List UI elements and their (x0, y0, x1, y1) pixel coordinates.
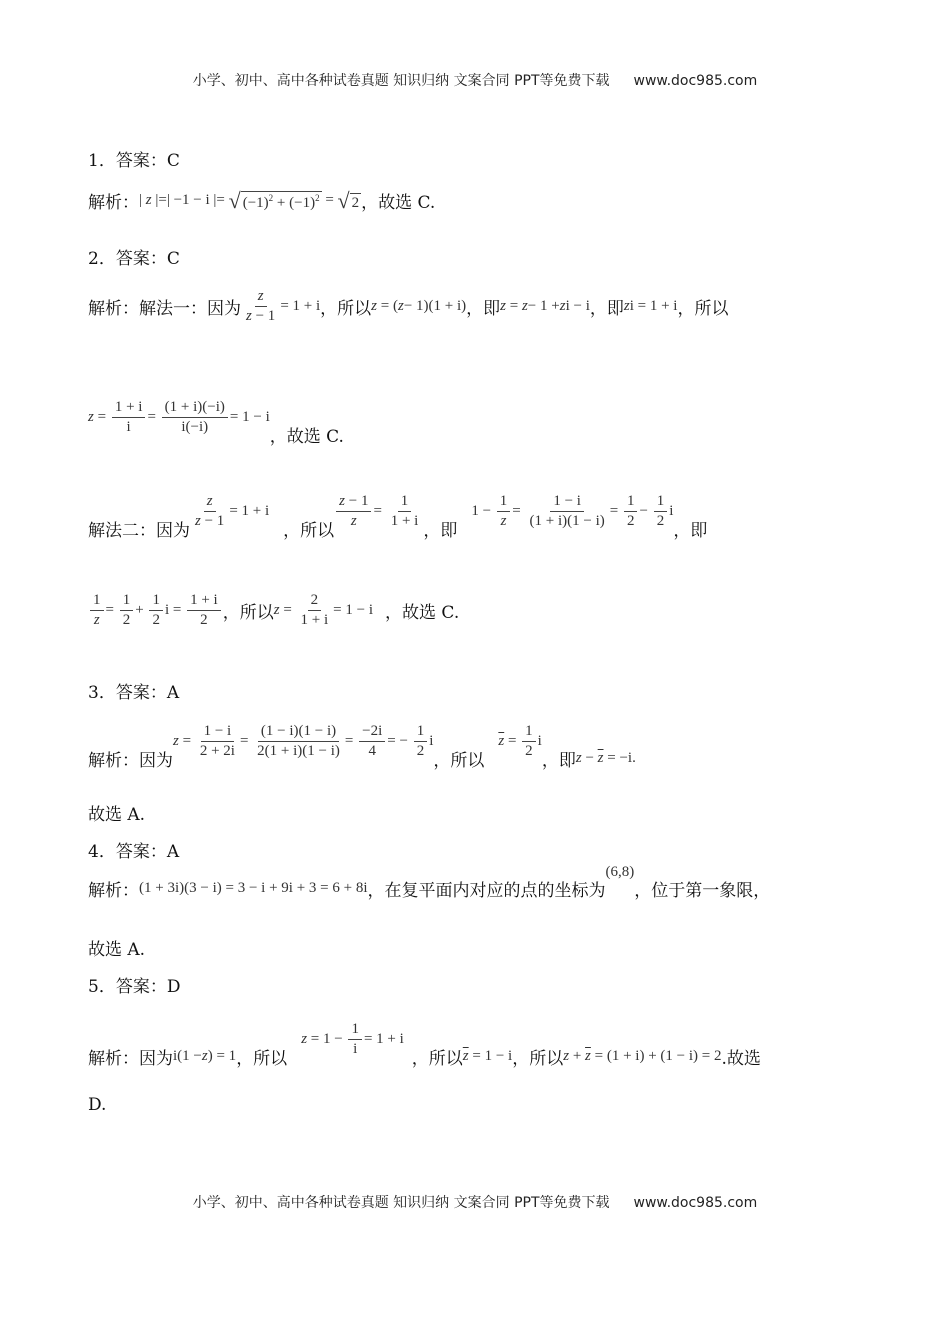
q2-text-ji3: ，即 (423, 521, 458, 541)
header-text: 小学、初中、高中各种试卷真题 知识归纳 文案合同 PPT等免费下载 (192, 73, 610, 89)
q1-analysis (88, 188, 435, 213)
q2-text-ji2: ，即 (589, 299, 624, 320)
q2-tail2: ，故选 C. (385, 603, 460, 624)
q2-eq4: z i = 1 + i (623, 298, 678, 315)
q2-eq9: $\frac{1}{z}$ = $\frac{1}{2}$ + $\frac{1}{2}$ i = $\frac{1 + i}{2}$ (88, 592, 223, 630)
q5-tail: D. (88, 1095, 107, 1115)
q5-analysis (88, 1010, 761, 1069)
q2-eq2: z = ( z − 1)(1 + i) (371, 298, 467, 315)
q2-text-ji4: ，即 (673, 521, 708, 541)
q3-text-suoyi: ，所以 (433, 751, 485, 771)
q1-tail: ，故选 C. (361, 193, 436, 213)
q5-answer: 5．答案：D (88, 977, 181, 997)
q2-text-suoyi2: ，所以 (677, 299, 729, 320)
q2-text-ji1: ，即 (466, 299, 501, 320)
q2-method1-line2 (88, 388, 344, 447)
q2-method2-label: 解法二：因为 (88, 521, 190, 541)
q2-text-suoyi1: ，所以 (320, 299, 372, 320)
q4-mid: ，在复平面内对应的点的坐标为 (367, 881, 606, 901)
q4-analysis (88, 864, 771, 901)
q2-text-suoyi4: ，所以 (222, 603, 274, 624)
q5-eq4: z + $\overline{z}$ = (1 + i) + (1 − i) = 2 (563, 1048, 722, 1064)
q4-point: (6,8) (605, 864, 635, 880)
q3-eq3: z − $\overline{z}$ = −i. (575, 750, 636, 766)
page-footer (0, 1192, 950, 1212)
q2-eq7: $\frac{z - 1}{z}$ = $\frac{1}{1 + i}$ (334, 493, 423, 531)
q4-end: ，位于第一象限， (634, 881, 771, 901)
q3-analysis (88, 712, 636, 771)
q2-text-suoyi3: ，所以 (283, 521, 335, 541)
q2-method1-line1 (88, 288, 728, 326)
q2-method2-line1 (88, 482, 707, 541)
q3-tail: 故选 A. (88, 805, 146, 825)
q1-label: 解析： (88, 193, 139, 213)
q2-eq5: z = $\frac{1 + i}{i}$ = $\frac{(1 + i)(-i)}{i(-i)}$ = 1 − i (88, 398, 270, 435)
q2-eq6: $\frac{z}{z - 1}$ = 1 + i (195, 492, 270, 529)
q3-eq2: $\overline{z}$ = $\frac{1}{2}$ i (498, 722, 542, 759)
q2-tail1: ，故选 C. (269, 427, 344, 447)
q1-formula: | z |=| −1 − i |= √ $(-1)^2 + (-1)^2$ = √ 2 (139, 187, 360, 213)
q2-answer: 2．答案：C (88, 249, 180, 269)
q3-answer: 3．答案：A (88, 683, 180, 703)
q5-text-suoyi2: ，所以 (411, 1049, 463, 1069)
q1-answer: 1．答案：C (88, 151, 180, 171)
q5-eq1: i(1 − z ) = 1 (173, 1048, 237, 1064)
q2-eq8: 1 − $\frac{1}{z}$ = $\frac{1 - i}{(1 + i)(1 - i)}$ = $\frac{1}{2}$ − $\frac{1}{2}$ i (471, 492, 674, 529)
q4-tail: 故选 A. (88, 940, 146, 960)
q2-eq1: $\frac{z}{z - 1}$ = 1 + i (246, 288, 321, 325)
q4-label: 解析： (88, 881, 139, 901)
q3-text-ji: ，即 (541, 751, 576, 771)
q2-method2-line2 (88, 592, 459, 630)
page-header (0, 70, 950, 90)
q3-label: 解析：因为 (88, 751, 173, 771)
q5-label: 解析：因为 (88, 1049, 173, 1069)
q3-eq1: z = $\frac{1 - i}{2 + 2i}$ = $\frac{(1 - i)(1 - i)}{2(1 + i)(1 - i)}$ = $\frac{-2i}{4}$ = − $\frac{1}{2}$ i (173, 722, 434, 759)
footer-text: 小学、初中、高中各种试卷真题 知识归纳 文案合同 PPT等免费下载 (192, 1195, 610, 1211)
q2-eq3: z = z − 1 + z i − i (500, 298, 590, 315)
header-site: www.doc985.com (633, 73, 758, 89)
q5-eq2: z = 1 − $\frac{1}{i}$ = 1 + i (301, 1020, 404, 1057)
q4-eq: (1 + 3i)(3 − i) = 3 − i + 9i + 3 = 6 + 8i (139, 880, 368, 896)
q5-text-suoyi3: ，所以 (512, 1049, 564, 1069)
q4-answer: 4．答案：A (88, 842, 180, 862)
q5-end: .故选 (721, 1049, 761, 1069)
q5-eq3: $\overline{z}$ = 1 − i (462, 1048, 513, 1064)
footer-site: www.doc985.com (633, 1195, 758, 1211)
q2-label: 解析：解法一：因为 (88, 299, 241, 320)
q5-text-suoyi1: ，所以 (236, 1049, 288, 1069)
q2-eq10: z = $\frac{2}{1 + i}$ = 1 − i (273, 592, 374, 629)
